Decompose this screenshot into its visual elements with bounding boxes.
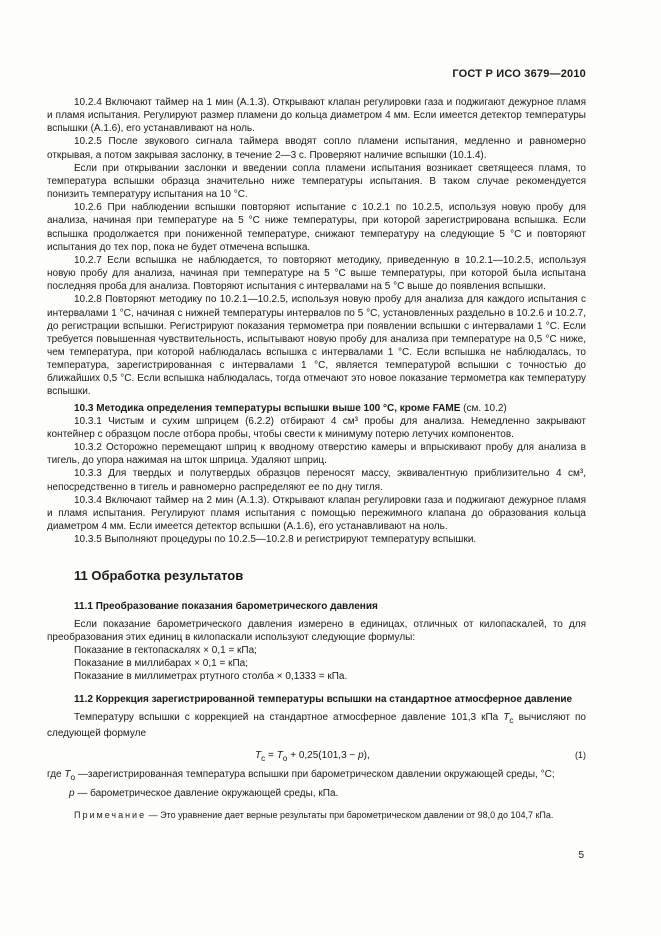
formula-mmhg: Показание в миллиметрах ртутного столба × 0,1333 = кПа. (74, 671, 348, 683)
where-p (47, 787, 586, 800)
note (47, 809, 586, 822)
equation-number: (1) (575, 749, 586, 760)
para-10-2-6: 10.2.6 При наблюдении вспышки повторяют испытание с 10.2.1 по 10.2.5, используя новую пробу для анализа, начиная при температуре на 5 °С ниже температуры, при которой зарегистрирована вспышка. Если вспышка продолжается при пониженной температуре, снижают температуру на следующие 5 °С и повторяют испытания до тех пор, пока не будет отмечена вспышка. (47, 202, 586, 253)
note-label: Примечание (74, 810, 147, 821)
eq-symbol-T: T (255, 749, 262, 761)
para-10-2-5-note: Если при открывании заслонки и введении сопла пламени испытания возникает светящееся пламя, то температура вспышки образца значительно ниже температуры испытания. В таком случае рекомендуется понизить температуру испытания на 10 °С. (47, 162, 586, 201)
para-10-2-5: 10.2.5 После звукового сигнала таймера вводят сопло пламени испытания, медленно и равномерно открывая, а потом закрывая заслонку, в течение 2—3 с. Проверяют наличие вспышки (10.1.4). (47, 136, 586, 161)
para-10-3-5: 10.3.5 Выполняют процедуры по 10.2.5—10.2.8 и регистрируют температуру вспышки. (74, 534, 477, 546)
eq-sub-c: с (261, 752, 266, 763)
eq-tail: + 0,25(101,3 − (287, 749, 359, 761)
eq-end: ), (363, 749, 370, 761)
eq-equals: = (265, 749, 277, 761)
para-11-2 (47, 711, 586, 740)
section-11-title: 11 Обработка результатов (74, 568, 244, 584)
equation-1 (47, 749, 586, 762)
heading-10-3 (47, 402, 586, 415)
para-10-2-8: 10.2.8 Повторяют методику по 10.2.1—10.2.5, используя новую пробу для анализа для каждого испытания с интервалами 1 °С, начиная с нижней температуры интервалов по 5 °С, установленных раздельно в 10.2.6 и 10.2.7, до регистрации вспышки. Регистрируют показания термометра при появлении вспышки с интервалами 1 °С. Если требуется повышенная чувствительность, испытывают новую пробу для анализа при температуре на 0,5 °С ниже, чем температура, при которой наблюдалась вспышка с интервалами 1 °С. Если вспышка не наблюдалась, то температура, зарегистрированная с интервалами 1 °С, является температурой вспышки с точностью до ближайших 0,5 °С. Если вспышка наблюдалась, тогда отмечают это новое показание термометра как температуру вспышки. (47, 294, 586, 398)
where-T0-definition: зарегистрированная температура вспышки при барометрическом давлении окружающей среды, °С; (87, 768, 555, 780)
where-symbol-T: T (64, 768, 71, 780)
where-symbol-p: p (69, 788, 75, 800)
heading-11-2: 11.2 Коррекция зарегистрированной температуры вспышки на стандартное атмосферное давление (74, 694, 573, 706)
where-p-definition: — барометрическое давление окружающей среды, кПа. (74, 788, 339, 800)
where-lead: где (47, 768, 65, 780)
para-11-1: Если показание барометрического давления измерено в единицах, отличных от килопаскалей, то для преобразования этих единиц в килопаскали используют следующие формулы: (47, 618, 586, 643)
eq-symbol-p: p (358, 749, 364, 761)
para-10-3-3: 10.3.3 Для твердых и полутвердых образцов переносят массу, эквивалентную приблизительно 4 см³, непосредственно в тигель и равномерно распределяют ее по дну тигля. (47, 468, 586, 493)
heading-11-1: 11.1 Преобразование показания барометрического давления (74, 601, 378, 613)
standard-header: ГОСТ Р ИСО 3679—2010 (452, 68, 586, 80)
formula-mbar: Показание в миллибарах × 0,1 = кПа; (74, 658, 248, 670)
eq-symbol-T0: T (276, 749, 283, 761)
where-T0-term (47, 768, 88, 784)
content-body (47, 96, 586, 822)
where-sub-o: о (70, 771, 76, 782)
symbol-sub-c: с (509, 714, 514, 725)
para-10-2-4: 10.2.4 Включают таймер на 1 мин (А.1.3). Открывают клапан регулировки газа и поджигают дежурное пламя и пламя испытания. Регулируют размер пламени до кольца диаметром 4 мм. Если имеется детектор температуры вспышки (А.1.6), его устанавливают на ноль. (47, 97, 586, 135)
page-number: 5 (578, 850, 584, 861)
para-10-3-1: 10.3.1 Чистым и сухим шприцем (6.2.2) отбирают 4 см³ пробы для анализа. Немедленно закрывают контейнер с образцом после отбора пробы, чтобы свести к минимуму потерю летучих компонентов. (47, 415, 586, 440)
heading-10-3-tail: (см. 10.2) (460, 402, 507, 414)
where-T0 (47, 768, 586, 784)
para-11-2-tail: вычисляют по следующей формуле (47, 711, 586, 739)
eq-sub-o: о (282, 752, 288, 763)
formula-hpa: Показание в гектопаскалях × 0,1 = кПа; (74, 644, 257, 656)
where-dash: — (75, 768, 88, 780)
para-10-3-2: 10.3.2 Осторожно перемещают шприц к вводному отверстию камеры и впрыскивают пробу для анализа в тигель, до упора нажимая на шток шприца. Удаляют шприц. (47, 442, 586, 467)
para-11-2-text: Температуру вспышки с коррекцией на стандартное атмосферное давление 101,3 кПа (74, 711, 504, 723)
symbol-T: T (503, 711, 510, 723)
heading-10-3-bold: 10.3 Методика определения температуры вспышки выше 100 °С, кроме FAME (74, 402, 461, 414)
para-10-2-7: 10.2.7 Если вспышка не наблюдается, то повторяют методику, приведенную в 10.2.1—10.2.5, используя новую пробу для анализа, начиная при температуре на 5 °С выше температуры, при которой была испытана последняя проба для анализа. Повторяют испытания с интервалами на 5 °С выше до появления вспышки. (47, 254, 586, 293)
para-10-3-4: 10.3.4 Включают таймер на 2 мин (А.1.3). Открывают клапан регулировки газа и поджигают дежурное пламя и пламя испытания. Регулируют пламя испытания с помощью пережимного клапана до образования кольца диаметром 4 мм. Если имеется детектор вспышки (А.1.6), его устанавливают на ноль. (47, 494, 586, 532)
equation-expression (255, 749, 370, 765)
note-text: — Это уравнение дает верные результаты при барометрическом давлении от 98,0 до 104,7 кПа. (146, 810, 554, 821)
